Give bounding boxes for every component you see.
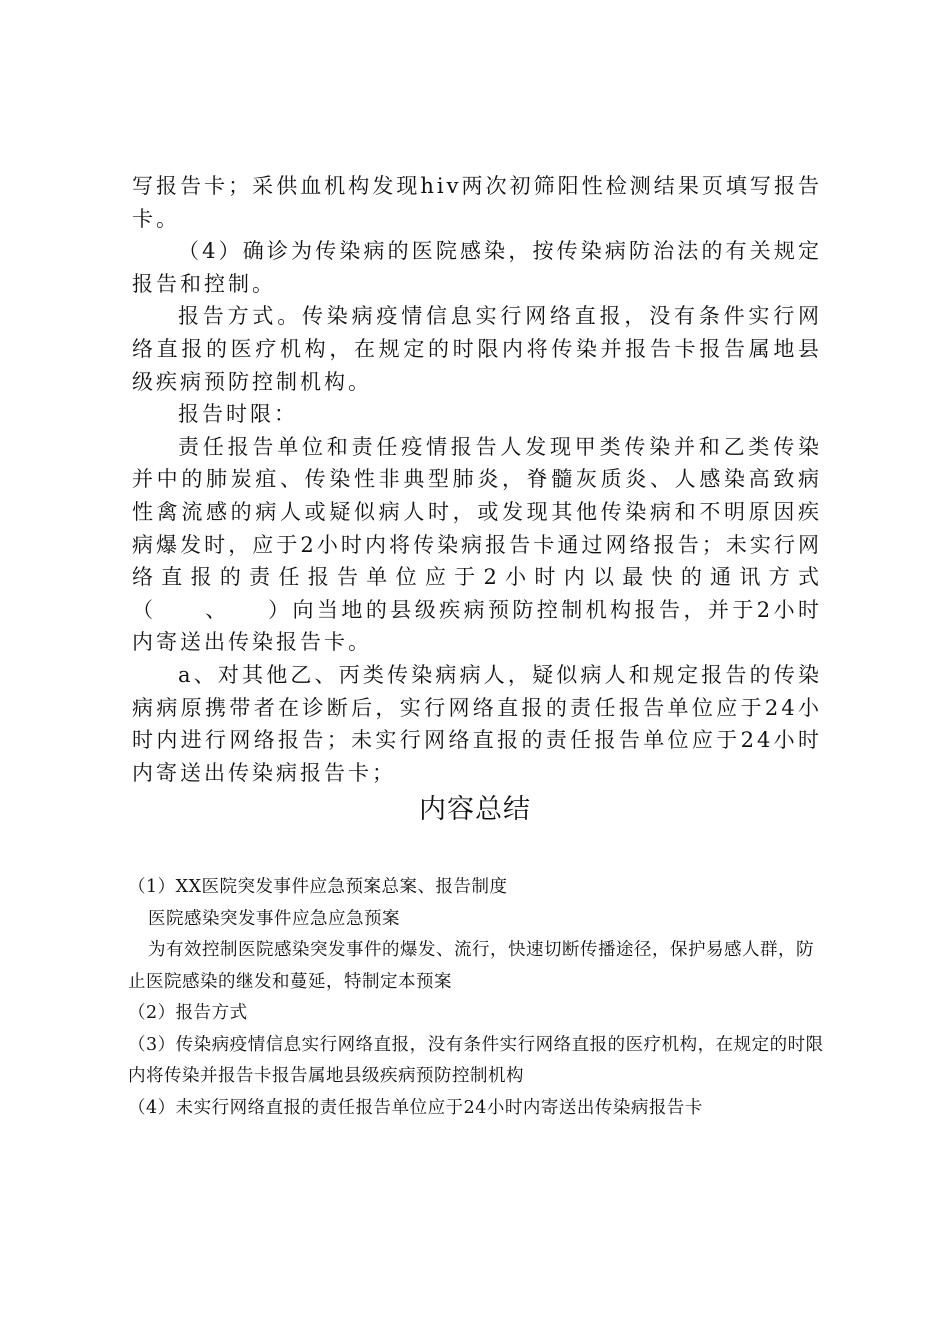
paragraph: 报告时限： (178, 402, 298, 427)
paragraph: （4）确诊为传染病的医院感染，按传染病防治法的有关规定报告和控制。 (132, 239, 822, 296)
paragraph: 责任报告单位和责任疫情报告人发现甲类传染并和乙类传染并中的肺炭疽、传染性非典型肺炎，脊髓灰质炎、人感染高致病性禽流感的病人或疑似病人时，或发现其他传染病和不明原因疾病爆发时，应于2小时内将传染病报告卡通过网络报告；未实行网络直报的责任报告单位应于2小时内以最快的通讯方式（ 、 ）向当地的县级疾病预防控制机构报告，并于2小时内寄送出传染报告卡。 (132, 434, 822, 655)
paragraph: 报告方式。传染病疫情信息实行网络直报，没有条件实行网络直报的医疗机构，在规定的时限内将传染并报告卡报告属地县级疾病预防控制机构。 (132, 304, 822, 394)
summary-section (128, 872, 828, 1124)
body-text (132, 170, 822, 789)
paragraph: a、对其他乙、丙类传染病病人，疑似病人和规定报告的传染病病原携带者在诊断后，实行网络直报的责任报告单位应于24小时内进行网络报告；未实行网络直报的责任报告单位应于24小时内寄送出传染病报告卡； (132, 662, 822, 785)
summary-item: （1）XX医院突发事件应急预案总案、报告制度 (128, 877, 508, 897)
summary-item: （2）报告方式 (128, 1003, 248, 1023)
paragraph: 写报告卡；采供血机构发现hiv两次初筛阳性检测结果页填写报告卡。 (132, 174, 822, 231)
summary-item: 为有效控制医院感染突发事件的爆发、流行，快速切断传播途径，保护易感人群，防止医院感染的继发和蔓延，特制定本预案 (128, 940, 814, 992)
summary-item: 医院感染突发事件应急应急预案 (148, 908, 400, 929)
summary-title: 内容总结 (419, 794, 531, 825)
summary-item: （4）未实行网络直报的责任报告单位应于24小时内寄送出传染病报告卡 (128, 1097, 703, 1118)
summary-item: （3）传染病疫情信息实行网络直报，没有条件实行网络直报的医疗机构，在规定的时限内将传染并报告卡报告属地县级疾病预防控制机构 (128, 1034, 824, 1086)
